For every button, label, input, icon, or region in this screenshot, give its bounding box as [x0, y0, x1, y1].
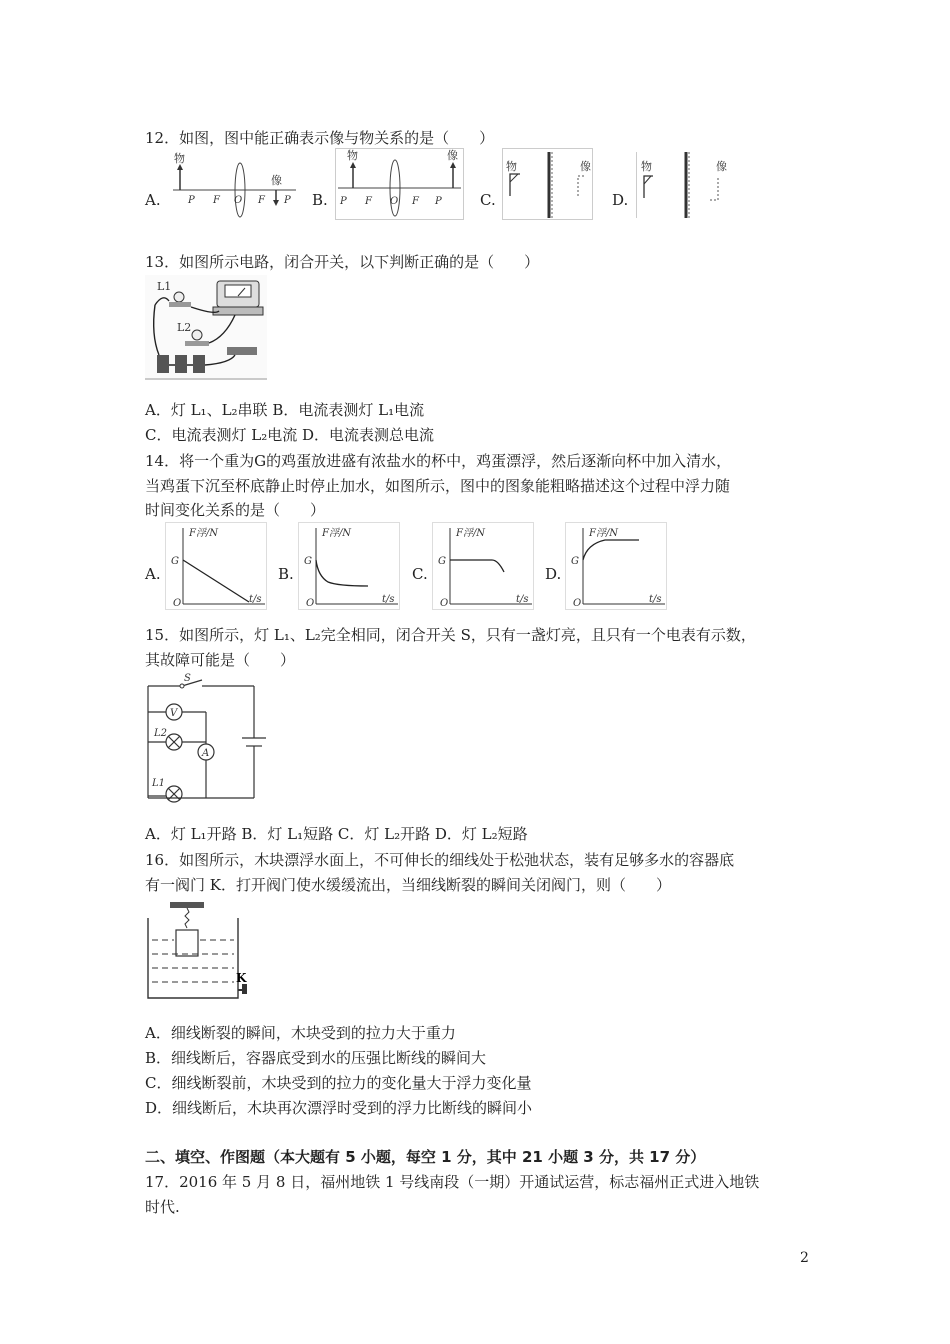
q12a-label-object: 物	[174, 152, 185, 165]
x-axis-label: t/s	[649, 594, 662, 605]
q14-stem-line1: 14．将一个重为G的鸡蛋放进盛有浓盐水的杯中，鸡蛋漂浮，然后逐渐向杯中加入清水，	[145, 452, 732, 470]
svg-text:L1: L1	[157, 280, 172, 293]
svg-text:V: V	[170, 708, 178, 719]
q12-figure-c	[502, 148, 594, 220]
svg-text:S: S	[184, 673, 191, 684]
q16-stem-line1: 16．如图所示，木块漂浮水面上，不可伸长的细线处于松弛状态，装有足够多水的容器底	[145, 851, 735, 869]
q16-option-a: A．细线断裂的瞬间，木块受到的拉力大于重力	[145, 1024, 456, 1042]
q14-graph-d	[565, 522, 669, 612]
q14-graph-b	[298, 522, 402, 612]
svg-text:O: O	[234, 195, 243, 206]
q14-stem-line3: 时间变化关系的是（ ）	[145, 501, 326, 519]
svg-text:F: F	[365, 196, 372, 207]
q13-options-cd: C．电流表测灯 L₂电流 D．电流表测总电流	[145, 426, 435, 444]
svg-text:L1: L1	[152, 778, 166, 789]
q12-option-b: B.	[312, 191, 328, 209]
q14-option-c: C.	[412, 565, 428, 583]
q12-option-d: D.	[612, 191, 629, 209]
q12-option-a: A.	[145, 191, 161, 209]
svg-text:P: P	[340, 196, 347, 207]
q14-graph-a	[165, 522, 269, 612]
q12-figure-b	[335, 148, 465, 220]
buoyancy-curve	[450, 560, 504, 572]
q12-figure-a	[168, 150, 298, 218]
q12b-label-object: 物	[347, 149, 358, 162]
q16-option-d: D．细线断后，木块再次漂浮时受到的浮力比断线的瞬间小	[145, 1099, 533, 1117]
x-axis-label: t/s	[249, 594, 262, 605]
q15-circuit	[142, 672, 267, 807]
q14-graph-c	[432, 522, 536, 612]
svg-text:F: F	[213, 195, 220, 206]
svg-text:P: P	[188, 195, 195, 206]
origin-label: O	[440, 598, 449, 609]
q16-option-c: C．细线断裂前，木块受到的拉力的变化量大于浮力变化量	[145, 1074, 532, 1092]
q12-stem: 12．如图，图中能正确表示像与物关系的是（ ）	[145, 129, 495, 147]
q14-option-a: A.	[145, 565, 161, 583]
y-axis-label: F浮/N	[456, 528, 486, 539]
q15-stem-line1: 15．如图所示，灯 L₁、L₂完全相同，闭合开关 S，只有一盏灯亮，且只有一个电表有示数，	[145, 626, 756, 644]
q15-options: A．灯 L₁开路 B．灯 L₁短路 C．灯 L₂开路 D．灯 L₂短路	[145, 825, 528, 843]
q13-stem: 13．如图所示电路，闭合开关，以下判断正确的是（ ）	[145, 253, 540, 271]
y-axis-label: F浮/N	[589, 528, 619, 539]
q12-option-c: C.	[480, 191, 496, 209]
q17-line2: 时代.	[145, 1198, 180, 1216]
svg-text:A: A	[202, 748, 210, 759]
q14-stem-line2: 当鸡蛋下沉至杯底静止时停止加水，如图所示，图中的图象能粗略描述这个过程中浮力随	[145, 477, 731, 495]
svg-text:物: 物	[506, 160, 517, 173]
svg-text:像: 像	[716, 160, 727, 173]
q16-container-figure	[142, 898, 250, 1004]
page-number: 2	[800, 1250, 809, 1266]
g-label: G	[438, 556, 446, 567]
q13-options-ab: A．灯 L₁、L₂串联 B．电流表测灯 L₁电流	[145, 401, 425, 419]
svg-text:物: 物	[641, 160, 652, 173]
svg-text:O: O	[390, 196, 399, 207]
q16-option-b: B．细线断后，容器底受到水的压强比断线的瞬间大	[145, 1049, 487, 1067]
q14-option-d: D.	[545, 565, 562, 583]
q13-circuit-photo	[145, 275, 267, 380]
g-label: G	[171, 556, 179, 567]
origin-label: O	[306, 598, 315, 609]
origin-label: O	[173, 598, 182, 609]
g-label: G	[304, 556, 312, 567]
q17-line1: 17．2016 年 5 月 8 日，福州地铁 1 号线南段（一期）开通试运营，标志福州正式进入地铁	[145, 1173, 760, 1191]
q16-stem-line2: 有一阀门 K．打开阀门使水缓缓流出，当细线断裂的瞬间关闭阀门，则（ ）	[145, 876, 671, 894]
svg-text:P: P	[435, 196, 442, 207]
section-2-heading: 二、填空、作图题（本大题有 5 小题，每空 1 分，其中 21 小题 3 分，共 17 分）	[145, 1148, 706, 1166]
buoyancy-curve	[583, 540, 639, 560]
x-axis-label: t/s	[516, 594, 529, 605]
q12a-label-image: 像	[271, 174, 282, 187]
svg-text:F: F	[258, 195, 265, 206]
svg-text:P: P	[284, 195, 291, 206]
y-axis-label: F浮/N	[189, 528, 219, 539]
svg-text:像: 像	[580, 160, 591, 173]
q14-option-b: B.	[278, 565, 294, 583]
q12-figure-d	[636, 148, 734, 220]
origin-label: O	[573, 598, 582, 609]
svg-text:L2: L2	[177, 321, 192, 334]
g-label: G	[571, 556, 579, 567]
svg-text:F: F	[412, 196, 419, 207]
svg-text:K: K	[236, 971, 247, 985]
y-axis-label: F浮/N	[322, 528, 352, 539]
buoyancy-curve	[316, 560, 368, 586]
q12b-label-image: 像	[447, 149, 458, 162]
q15-stem-line2: 其故障可能是（ ）	[145, 651, 296, 669]
svg-text:L2: L2	[154, 728, 168, 739]
x-axis-label: t/s	[382, 594, 395, 605]
buoyancy-curve	[183, 560, 249, 602]
